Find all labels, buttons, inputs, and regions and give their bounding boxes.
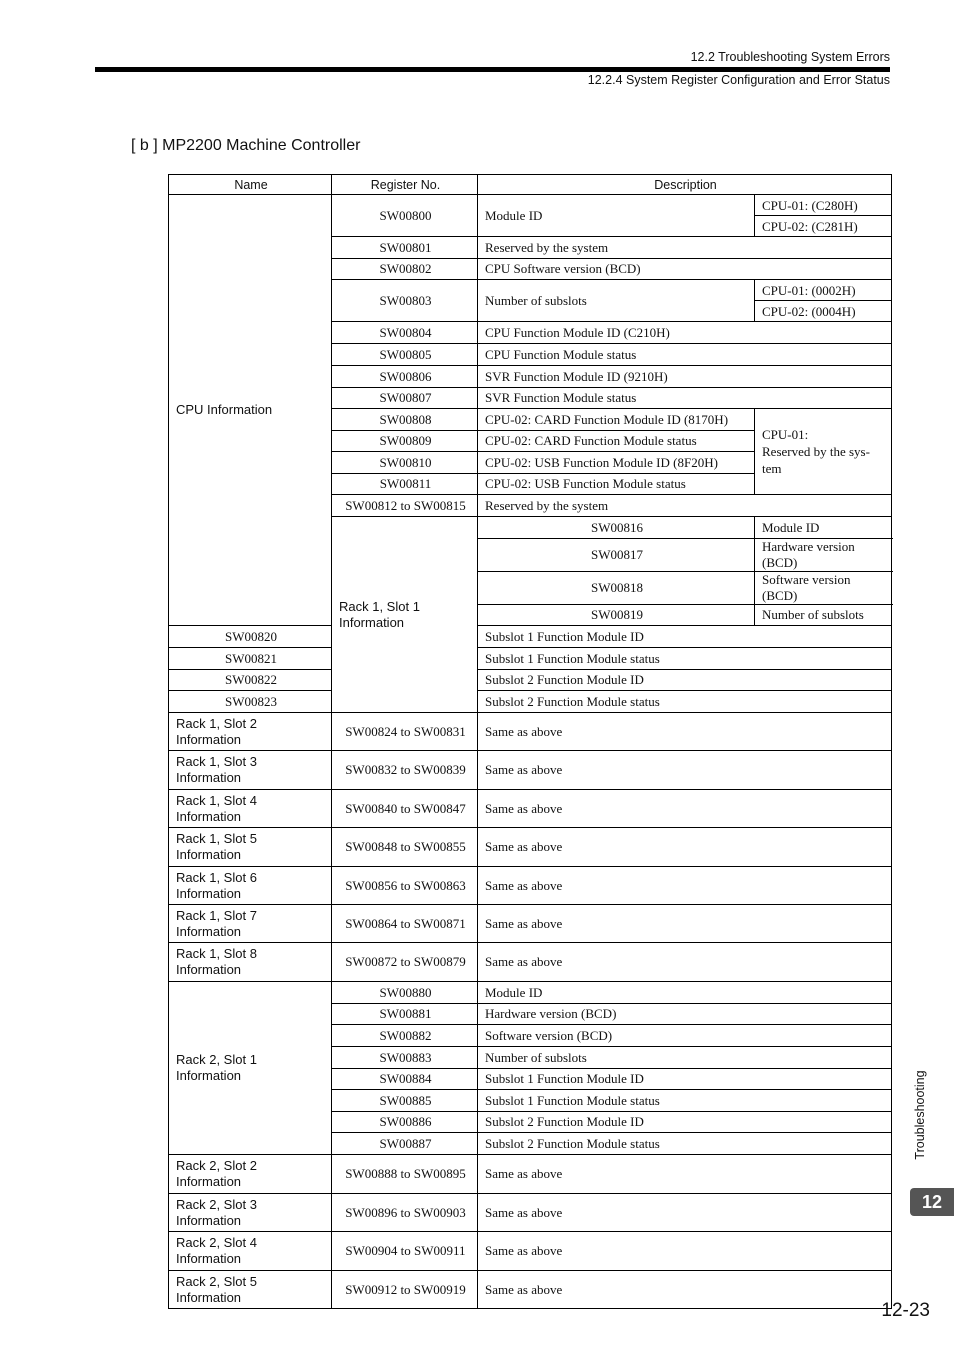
register-no: SW00822	[169, 670, 332, 691]
description: Subslot 2 Function Module ID	[478, 1112, 892, 1133]
register-no: SW00882	[332, 1025, 478, 1047]
description: SVR Function Module ID (9210H)	[478, 366, 892, 388]
register-no: SW00883	[332, 1047, 478, 1069]
register-no: SW00885	[332, 1090, 478, 1112]
description: Same as above	[478, 1232, 892, 1271]
register-no: SW00872 to SW00879	[332, 943, 478, 982]
name-line: Information	[176, 1212, 242, 1228]
register-no: SW00881	[332, 1004, 478, 1025]
register-no: SW00803	[332, 280, 478, 322]
register-no: SW00802	[332, 259, 478, 280]
register-no: SW00801	[332, 237, 478, 259]
table-row	[169, 905, 892, 943]
group-name-rack2-slot1	[169, 982, 332, 1155]
register-no: SW00864 to SW00871	[332, 905, 478, 943]
description: Number of subslots	[478, 280, 755, 322]
column-header-description: Description	[478, 175, 892, 195]
group-name-cpu: CPU Information	[169, 195, 332, 626]
table-row	[169, 1271, 892, 1309]
register-no: SW00800	[332, 195, 478, 237]
chapter-tab: 12	[910, 1188, 954, 1216]
register-no: SW00812 to SW00815	[332, 495, 478, 517]
description: Same as above	[478, 1155, 892, 1194]
side-tab-text: Troubleshooting	[913, 1070, 927, 1160]
description: Same as above	[478, 943, 892, 982]
register-no: SW00840 to SW00847	[332, 790, 478, 828]
register-no: SW00809	[332, 431, 478, 452]
register-no: SW00880	[332, 982, 478, 1004]
table-header-row	[169, 175, 892, 195]
description: SVR Function Module status	[478, 388, 892, 409]
cpu-variant: CPU-02: (0004H)	[755, 301, 892, 322]
description: Reserved by the system	[478, 237, 892, 259]
group-name	[169, 751, 332, 790]
name-line: Information	[176, 885, 242, 901]
register-no: SW00896 to SW00903	[332, 1194, 478, 1232]
description: CPU-02: CARD Function Module status	[478, 431, 755, 452]
name-line: Rack 2, Slot 4	[176, 1235, 257, 1250]
name-line: Rack 2, Slot 2	[176, 1158, 257, 1173]
name-line: Rack 1, Slot 3	[176, 754, 257, 769]
name-line: Information	[176, 847, 242, 862]
description: Subslot 1 Function Module status	[478, 648, 892, 670]
register-no: SW00824 to SW00831	[332, 713, 478, 751]
name-line: Information	[176, 923, 242, 939]
table-row	[169, 626, 892, 648]
cpu-variant: CPU-01: (C280H)	[755, 195, 892, 216]
description: CPU Software version (BCD)	[478, 259, 892, 280]
name-line: Rack 1, Slot 8	[176, 946, 257, 961]
section-title: [ b ] MP2200 Machine Controller	[131, 137, 361, 154]
table-row	[169, 713, 892, 751]
register-no: SW00820	[169, 626, 332, 648]
group-name	[169, 1232, 332, 1271]
table-row	[169, 691, 892, 713]
description: Software version (BCD)	[478, 1025, 892, 1047]
register-no: SW00884	[332, 1069, 478, 1090]
name-line: Information	[176, 1251, 242, 1266]
description: Same as above	[478, 1271, 892, 1309]
table-row	[169, 867, 892, 905]
table-row	[169, 1232, 892, 1271]
register-no: SW00904 to SW00911	[332, 1232, 478, 1271]
description: Subslot 2 Function Module ID	[478, 670, 892, 691]
name-line: Information	[176, 1289, 242, 1305]
name-line: Rack 1, Slot 6	[176, 869, 257, 885]
description: CPU-02: USB Function Module status	[478, 474, 755, 495]
description: Module ID	[478, 195, 755, 237]
header-section: 12.2 Troubleshooting System Errors	[690, 50, 890, 64]
group-name	[169, 1155, 332, 1194]
group-name	[169, 1194, 332, 1232]
description: Same as above	[478, 1194, 892, 1232]
cpu01-note	[755, 409, 892, 495]
table-row	[169, 943, 892, 982]
register-no: SW00832 to SW00839	[332, 751, 478, 790]
description: Number of subslots	[478, 1047, 892, 1069]
group-name	[169, 790, 332, 828]
register-no: SW00819	[478, 605, 755, 626]
description: Same as above	[478, 905, 892, 943]
register-no: SW00811	[332, 474, 478, 495]
name-line: Information	[339, 614, 405, 630]
name-line: Rack 2, Slot 3	[176, 1196, 257, 1212]
register-no: SW00818	[478, 572, 755, 605]
group-name	[169, 943, 332, 982]
name-line: Information	[176, 1174, 242, 1189]
name-line: Rack 1, Slot 7	[176, 907, 257, 923]
table-row	[169, 1194, 892, 1232]
note-line: CPU-01:	[762, 427, 809, 442]
register-no: SW00810	[332, 452, 478, 474]
table-row	[169, 982, 892, 1004]
register-no: SW00806	[332, 366, 478, 388]
note-line: Reserved by the sys-	[762, 444, 870, 459]
register-no: SW00805	[332, 344, 478, 366]
table-row	[169, 751, 892, 790]
group-name-rack1-slot1	[332, 517, 478, 713]
group-name	[169, 867, 332, 905]
register-no: SW00821	[169, 648, 332, 670]
description: Same as above	[478, 751, 892, 790]
description: Same as above	[478, 713, 892, 751]
table-row	[169, 828, 892, 867]
name-line: Information	[176, 770, 242, 785]
name-line: Rack 1, Slot 5	[176, 831, 257, 846]
register-no: SW00817	[478, 539, 755, 572]
register-no: SW00887	[332, 1133, 478, 1155]
cpu-variant: CPU-02: (C281H)	[755, 216, 892, 237]
table-row	[169, 195, 892, 216]
register-no: SW00856 to SW00863	[332, 867, 478, 905]
description: Hardware version (BCD)	[478, 1004, 892, 1025]
header-rule	[95, 67, 890, 72]
description: CPU-02: CARD Function Module ID (8170H)	[478, 409, 755, 431]
column-header-register: Register No.	[332, 175, 478, 195]
name-line: Rack 2, Slot 1	[176, 1052, 257, 1067]
table-row	[169, 1155, 892, 1194]
register-no: SW00888 to SW00895	[332, 1155, 478, 1194]
register-no: SW00804	[332, 322, 478, 344]
description: Software version (BCD)	[755, 572, 892, 605]
page-number: 12-23	[881, 1300, 930, 1321]
description: Reserved by the system	[478, 495, 892, 517]
column-header-name: Name	[169, 175, 332, 195]
register-no: SW00816	[478, 517, 755, 539]
register-no: SW00912 to SW00919	[332, 1271, 478, 1309]
register-no: SW00807	[332, 388, 478, 409]
description: Number of subslots	[755, 605, 892, 626]
description: CPU Function Module status	[478, 344, 892, 366]
description: CPU-02: USB Function Module ID (8F20H)	[478, 452, 755, 474]
description: Module ID	[478, 982, 892, 1004]
name-line: Rack 1, Slot 2	[176, 715, 257, 731]
name-line: Rack 2, Slot 5	[176, 1273, 257, 1289]
description: Same as above	[478, 790, 892, 828]
register-no: SW00886	[332, 1112, 478, 1133]
group-name	[169, 905, 332, 943]
cpu-variant: CPU-01: (0002H)	[755, 280, 892, 301]
description: Subslot 2 Function Module status	[478, 691, 892, 713]
description: CPU Function Module ID (C210H)	[478, 322, 892, 344]
register-no: SW00808	[332, 409, 478, 431]
group-name	[169, 713, 332, 751]
register-no: SW00848 to SW00855	[332, 828, 478, 867]
name-line: Rack 1, Slot 1	[339, 598, 420, 614]
name-line: Information	[176, 808, 242, 824]
name-line: Information	[176, 962, 242, 977]
table-row	[169, 670, 892, 691]
header-subsection: 12.2.4 System Register Configuration and Error Status	[587, 73, 890, 87]
description: Module ID	[755, 517, 892, 539]
name-line: Information	[176, 731, 242, 747]
group-name	[169, 828, 332, 867]
register-table	[168, 174, 892, 1309]
name-line: Information	[176, 1068, 242, 1083]
note-line: tem	[762, 461, 782, 476]
table-row	[169, 790, 892, 828]
description: Subslot 1 Function Module status	[478, 1090, 892, 1112]
description: Hardware version (BCD)	[755, 539, 892, 572]
description: Same as above	[478, 867, 892, 905]
description: Subslot 2 Function Module status	[478, 1133, 892, 1155]
side-tab-label	[910, 1063, 930, 1167]
name-line: Rack 1, Slot 4	[176, 792, 257, 808]
description: Subslot 1 Function Module ID	[478, 626, 892, 648]
register-no: SW00823	[169, 691, 332, 713]
description: Same as above	[478, 828, 892, 867]
group-name	[169, 1271, 332, 1309]
description: Subslot 1 Function Module ID	[478, 1069, 892, 1090]
table-row	[169, 648, 892, 670]
